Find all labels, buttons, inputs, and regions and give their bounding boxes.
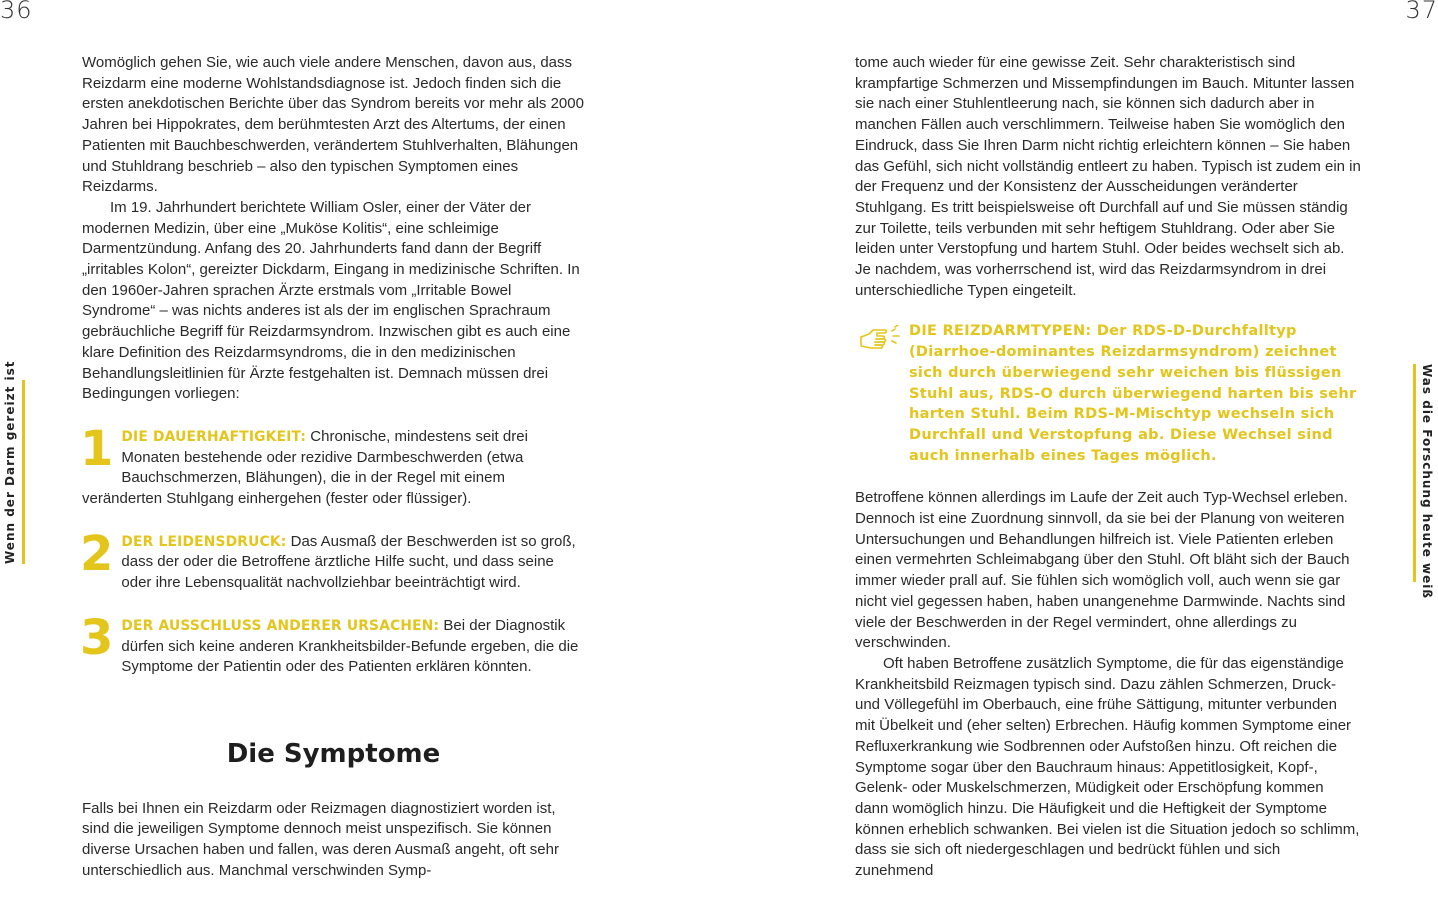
item-lead: DER LEIDENSDRUCK: (121, 533, 287, 550)
section-heading: Die Symptome (226, 738, 441, 769)
right-column (855, 53, 1361, 882)
side-tab-left-bar (22, 380, 25, 564)
side-tab-left: Wenn der Darm gereizt ist (3, 360, 17, 564)
left-column (82, 53, 585, 882)
page-number-right: 37 (1405, 0, 1438, 24)
numbered-item (80, 609, 585, 678)
paragraph: Falls bei Ihnen ein Reizdarm oder Reizmagen diagnostiziert worden ist, sind die jeweiligen Symptome dennoch meist unspezifisch. Sie können diverse Ursachen haben und fallen, was deren Ausmaß angeht, oft sehr unterschiedlich aus. Manchmal verschwinden Symp- (82, 799, 559, 879)
paragraph: Womöglich gehen Sie, wie auch viele andere Menschen, davon aus, dass Reizdarm eine moderne Wohlstandsdiagnose ist. Jedoch finden sich die ersten anekdotischen Berichte über das Syndrom bereits vor mehr als 2000 Jahren bei Hippokrates, dem berühmtesten Arzt des Altertums, der einen Patienten mit Bauchbeschwerden, verändertem Stuhlverhalten, Blähungen und Stuhldrang beschrieb – also den typischen Symptomen eines Reizdarms. (82, 54, 584, 196)
item-number: 3 (80, 609, 114, 666)
pointing-hand-icon (859, 325, 903, 351)
side-tab-right-bar (1413, 364, 1416, 582)
item-number: 2 (80, 525, 114, 582)
page-number-left: 36 (0, 0, 33, 24)
paragraph: Oft haben Betroffene zusätzlich Symptome, die für das eigenständige Krankheitsbild Reizmagen typisch sind. Dazu zählen Schmerzen, Druck- und Völlegefühl im Oberbauch, eine frühe Sättigung, mitunter verbunden mit Übelkeit und (eher selten) Erbrechen. Häufig kommen Symptome einer Refluxerkrankung wie Sodbrennen oder Aufstoßen hinzu. Oft reichen die Symptome sogar über den Bauchraum hinaus: Appetitlosigkeit, Kopf-, Gelenk- oder Muskelschmerzen, Müdigkeit oder Erschöpfung kommen dann womöglich hinzu. Die Häufigkeit und die Heftigkeit der Symptome können erheblich schwanken. Bei vielen ist die Situation jedoch so schlimm, dass sie sich oft niedergeschlagen und bedrückt fühlen und sich zunehmend (855, 654, 1360, 880)
item-lead: DIE DAUERHAFTIGKEIT: (121, 428, 307, 445)
paragraph: Im 19. Jahrhundert berichtete William Osler, einer der Väter der modernen Medizin, über eine „Muköse Kolitis“, eine schleimige Darmentzündung. Anfang des 20. Jahrhunderts fand dann der Begriff „irritables Kolon“, gereizter Dickdarm, Eingang in medizinische Schriften. In den 1960er-Jahren sprachen Ärzte erstmals vom „Irritable Bowel Syndrome“ – was nichts anderes ist als der im englischen Sprachraum gebräuchliche Begriff für Reizdarmsyndrom. Inzwischen gibt es auch eine klare Definition des Reizdarmsyndroms, die in den medizinischen Behandlungsleitlinien für Ärzte festgehalten ist. Demnach müssen drei Bedingungen vorliegen: (82, 198, 580, 403)
numbered-item (80, 420, 585, 510)
item-number: 1 (80, 420, 114, 477)
info-box-text: DIE REIZDARMTYPEN: Der RDS-D-Durchfalltyp (Diarrhoe-dominantes Reizdarmsyndrom) zeichnet sich durch überwiegend sehr weichen bis flüssigen Stuhl aus, RDS-O durch überwiegend harten bis sehr harten Stuhl. Beim RDS-M-Mischtyp wechseln sich Durchfall und Verstopfung ab. Diese Wechsel sind auch innerhalb eines Tages möglich. (909, 323, 1357, 464)
side-tab-right: Was die Forschung heute weiß (1420, 364, 1434, 600)
paragraph: tome auch wieder für eine gewisse Zeit. Sehr charakteristisch sind krampfartige Schmerzen und Missempfindungen im Bauch. Mitunter lassen sie nach einer Stuhlentleerung nach, sie können sich dadurch aber in manchen Fällen auch verschlimmern. Teilweise haben Sie womöglich den Eindruck, dass Sie Ihren Darm nicht richtig erleichtern können – Sie haben das Gefühl, sich nicht vollständig entleert zu haben. Typisch ist zudem ein in der Frequenz und der Konsistenz der Ausscheidungen veränderter Stuhlgang. Es tritt beispielsweise oft Durchfall auf und Sie müssen ständig zur Toilette, teils verbunden mit sehr heftigem Stuhldrang. Oder aber Sie leiden unter Verstopfung und hartem Stuhl. Oder beides wechselt sich ab. Je nachdem, was vorherrschend ist, wird das Reizdarmsyndrom in drei unterschiedliche Typen eingeteilt. (855, 54, 1361, 299)
item-lead: DER AUSSCHLUSS ANDERER URSACHEN: (121, 617, 440, 634)
item-text: Bei der Diagnostik dürfen sich keine anderen Krankheitsbilder-Befunde ergeben, die die Symptome der Patientin oder des Patienten erklären könnten. (121, 616, 579, 676)
item-text: Das Ausmaß der Beschwerden ist so groß, dass der oder die Betroffene ärztliche Hilfe sucht, und dass seine oder ihre Lebensqualität nachvollziehbar beeinträchtigt wird. (121, 532, 576, 592)
paragraph: Betroffene können allerdings im Laufe der Zeit auch Typ-Wechsel erleben. Dennoch ist eine Zuordnung sinnvoll, da sie bei der Planung von weiteren Untersuchungen und Behandlungen hilfreich ist. Viele Patienten erleben einen vermehrten Schleimabgang über den Stuhl. Oft bläht sich der Bauch immer wieder prall auf. Sie fühlen sich womöglich voll, auch wenn sie gar nicht viel gegessen haben, haben unangenehme Darmwinde. Nachts sind viele der Beschwerden in der Regel vermindert, ohne allerdings zu verschwinden. (855, 489, 1350, 652)
info-box (855, 321, 1361, 466)
numbered-item (80, 525, 585, 594)
item-text: Chronische, mindestens seit drei Monaten bestehende oder rezidive Darmbeschwerden (etwa Bauchschmerzen, Blähungen), die in der Regel mit einem veränderten Stuhlgang einhergehen (fester oder flüssiger). (82, 427, 528, 508)
